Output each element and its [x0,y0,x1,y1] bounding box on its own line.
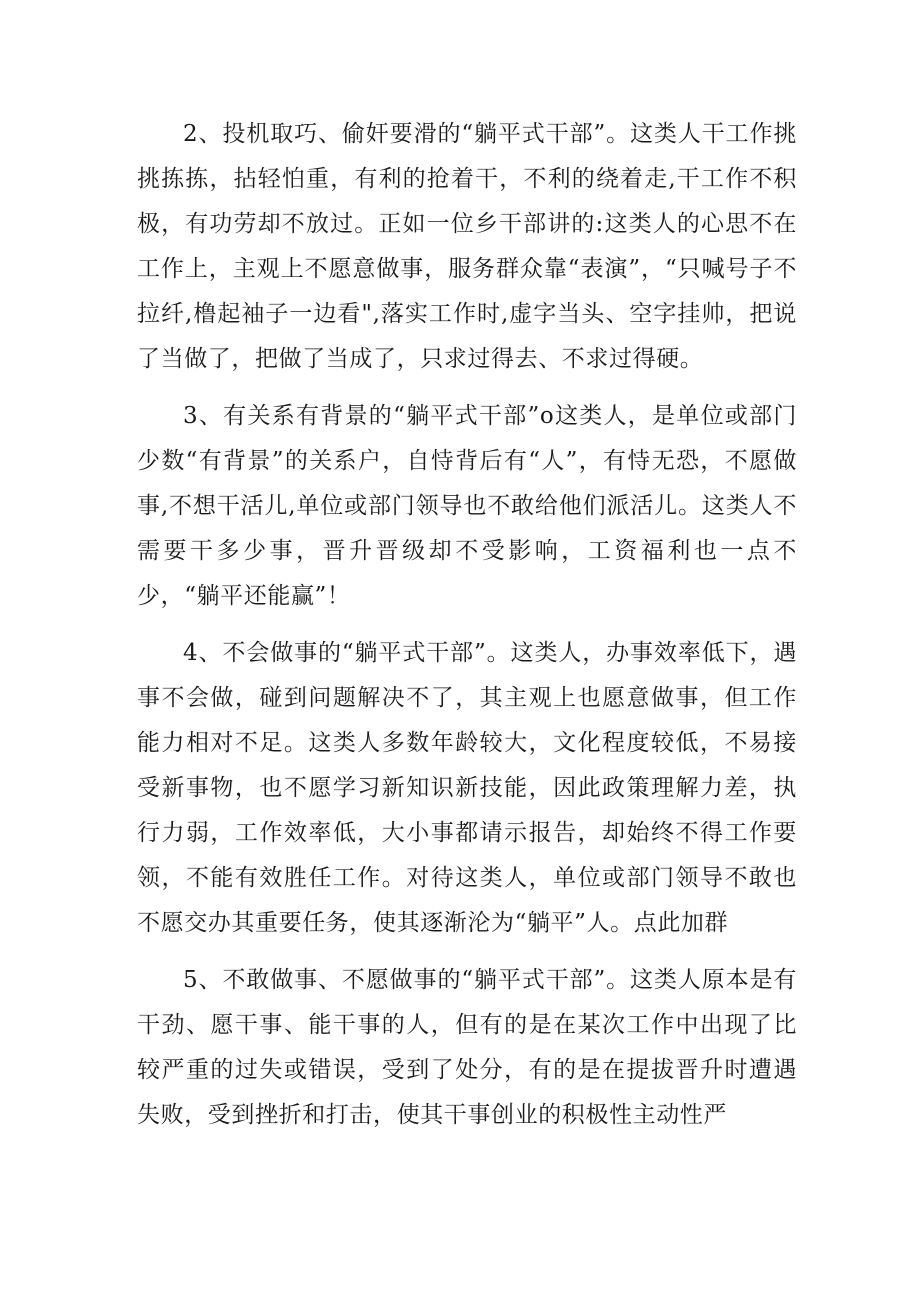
paragraph-item-4: 4、不会做事的“躺平式干部”。这类人，办事效率低下，遇事不会做，碰到问题解决不了，其主观上也愿意做事，但工作能力相对不足。这类人多数年龄较大，文化程度较低，不易接受新事物，也不愿学习新知识新技能，因此政策理解力差，执行力弱，工作效率低，大小事都请示报告，却始终不得工作要领，不能有效胜任工作。对待这类人，单位或部门领导不敢也不愿交办其重要任务，使其逐渐沦为“躺平”人。点此加群 [137,640,797,936]
paragraph-item-3: 3、有关系有背景的“躺平式干部”o这类人，是单位或部门少数“有背景”的关系户，自恃背后有“人”，有恃无恐，不愿做事,不想干活儿,单位或部门领导也不敢给他们派活儿。这类人不需要干多少事，晋升晋级却不受影响，工资福利也一点不少，“躺平还能赢”！ [137,403,797,609]
paragraph-item-2: 2、投机取巧、偷奸要滑的“躺平式干部”。这类人干工作挑挑拣拣，拈轻怕重，有利的抢着干，不利的绕着走,干工作不积极，有功劳却不放过。正如一位乡干部讲的:这类人的心思不在工作上，主观上不愿意做事，服务群众靠“表演”，“只喊号子不拉纤,橹起袖子一边看",落实工作时,虚字当头、空字挂帅，把说了当做了，把做了当成了，只求过得去、不求过得硬。 [137,121,797,372]
paragraph-item-5: 5、不敢做事、不愿做事的“躺平式干部”。这类人原本是有干劲、愿干事、能干事的人，但有的是在某次工作中出现了比较严重的过失或错误，受到了处分，有的是在提拔晋升时遭遇失败，受到挫折和打击，使其干事创业的积极性主动性严 [137,967,797,1128]
document-body [137,112,797,1150]
